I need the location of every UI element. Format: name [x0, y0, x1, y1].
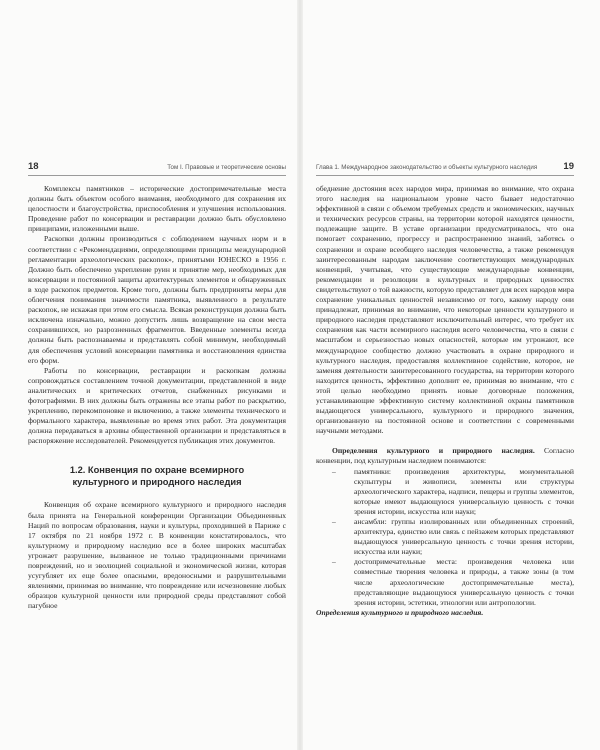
header-rule: [316, 175, 574, 176]
definition-heading: Определения культурного и природного наследия.: [316, 607, 484, 617]
page-number: 18: [28, 161, 39, 172]
paragraph: Раскопки должны производиться с соблюдением научных норм и в соответствии с «Рекомендациями, определяющими принципы международной регламентации археологических раскопок», принятыми ЮНЕСКО в 1956 г. Должно быть обеспечено укрепление руин и принятие мер, необходимых для консервации и постоянной защиты архитектурных элементов и обнаруженных в ходе раскопок предметов. Кроме того, должны быть предприняты меры для облегчения понимания значимости памятника, выявленного в результате раскопок, не искажая при этом его смысла. Всякая реконструкция должна быть исключена изначально, можно допустить лишь возвращение на свои места сохранившихся, но разрозненных фрагментов. Введенные элементы всегда должны быть распознаваемы и представлять собой минимум, необходимый для обеспечения условий консервации памятника и восстановления единства его форм.: [28, 234, 286, 365]
page-number: 19: [563, 161, 574, 172]
left-page-body: [28, 184, 286, 611]
running-head: Том I. Правовые и теоретические основы: [167, 164, 286, 171]
list-item: – ансамбли: группы изолированных или объединенных строений, архитектура, единство или связь с пейзажем которых представляют выдающуюся универсальную ценность с точки зрения истории, искусства или науки;: [316, 517, 574, 557]
list-item: – достопримечательные места: произведения человека или совместные творения человека и природы, а также зоны (в том числе археологические достопримечательные места), представляющие выдающуюся универсальную ценность с точки зрения истории, эстетики, этнологии или антропологии.: [316, 557, 574, 607]
running-head: Глава 1. Международное законодательство и объекты культурного наследия: [316, 164, 538, 171]
definition-heading: Определения культурного и природного наследия.: [332, 446, 535, 456]
right-page: [300, 0, 600, 750]
right-page-header: [316, 163, 574, 175]
left-page-header: [28, 163, 286, 175]
list-item: – памятники: произведения архитектуры, монументальной скульптуры и живописи, элементы или структуры археологического характера, надписи, пещеры и группы элементов, которые имеют выдающуюся универсальную ценность с точки зрения истории, искусства или науки;: [316, 467, 574, 517]
definition-text: Согласно конвенции, под культурным наследием понимаются:: [316, 446, 575, 466]
paragraph: Работы по консервации, реставрации и раскопкам должны сопровождаться составлением точной документации, представленной в виде аналитических и критических отчетов, снабженных рисунками и фотографиями. В них должны быть отражены все этапы работ по раскрытию, укреплению, перекомпоновке и включению, а также элементы технического и формального характера, выявленные во время этих работ. Эта документация должна передаваться в архивы общественной организации и представляться в распоряжение исследователей. Рекомендуется публикация этих документов.: [28, 365, 286, 446]
paragraph: обеднение достояния всех народов мира, принимая во внимание, что охрана этого наследия на национальном уровне часто бывает недостаточно эффективной в связи с объемом требуемых средств и экономических, научных и технических ресурсов страны, на территории которой находятся ценности, подлежащие защите. В уставе организации предусматривалось, что она помогает сохранению, прогрессу и распространению знаний, заботясь о сохранении и охране всеобщего наследия человечества, а также рекомендуя заинтересованным народам заключение соответствующих международных конвенций, учитывая, что существующие международные конвенции, рекомендации и резолюции в культурных и природных ценностях свидетельствуют о той важности, которую представляет для всех народов мира сохранение уникальных ценностей независимо от того, какому народу они принадлежат, принимая во внимание, что некоторые ценности культурного и природного наследия представляют исключительный интерес, что требует их сохранения как части всемирного наследия всего человечества, что в связи с масштабом и серьезностью новых опасностей, которые им угрожают, все международное сообщество должно участвовать в охране природного и культурного наследия, предоставляя коллективное содействие, которое, не заменяя деятельности заинтересованного государства, на территории которого находится ценность, эффективно дополнит ее, принимая во внимание, что с этой целью необходимо принять новые договорные положения, устанавливающие эффективную систему коллективной охраны памятников выдающегося универсального, культурного и природного значения, организованную на постоянной основе и соответствии с современными научными методами.: [316, 184, 574, 436]
paragraph: Комплексы памятников – исторические достопримечательные места должны быть объектом особого внимания, необходимого для сохранения их целостности и благоустройства, приспособления и улучшения использования. Проведение работ по консервации и реставрации должно быть обусловлено принципами, изложенными выше.: [28, 184, 286, 234]
paragraph: Конвенция об охране всемирного культурного и природного наследия была принята на Генеральной конференции Организации Объединенных Наций по вопросам образования, науки и культуры, проходившей в Париже с 17 октября по 21 ноября 1972 г. В конвенции констатировалось, что культурному и природному наследию все в более широких масштабах угрожает разрушение, вызванное не только традиционными причинами повреждений, но и эволюцией социальной и экономической жизни, которая усугубляет их еще более опасными, вредоносными и разрушительными явлениями, принимая во внимание, что повреждение или исчезновение любых образцов культурной ценности или природной среды представляют собой пагубное: [28, 500, 286, 611]
right-page-body: [316, 184, 574, 618]
section-title: 1.2. Конвенция по охране всемирного культурного и природного наследия: [69, 465, 245, 488]
cultural-heritage-list: [316, 467, 574, 608]
definition-paragraph: [316, 446, 574, 466]
header-rule: [28, 175, 286, 176]
